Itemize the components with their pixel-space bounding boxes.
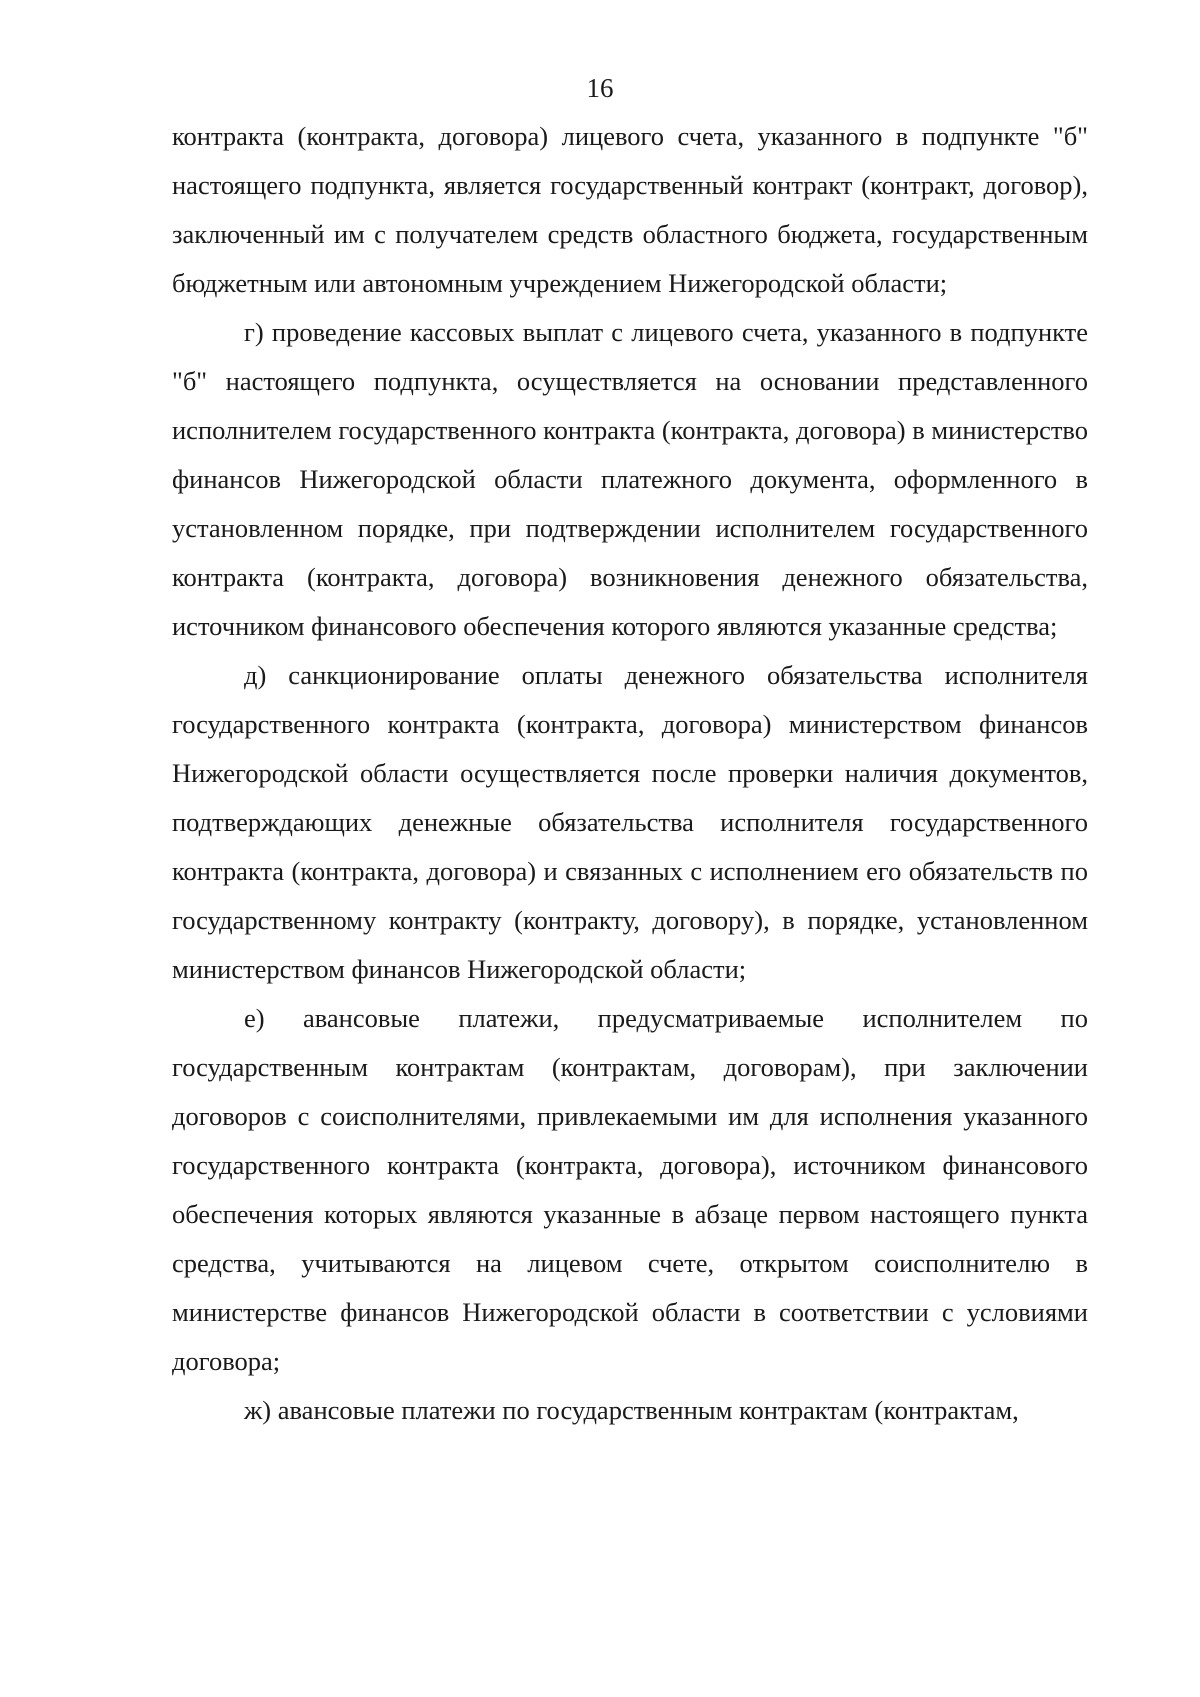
- paragraph-item-e: е) авансовые платежи, предусматриваемые исполнителем по государственным контрактам (контрактам, договорам), при заключении договоров с соисполнителями, привлекаемыми им для исполнения указанного государственного контракта (контракта, договора), источником финансового обеспечения которых являются указанные в абзаце первом настоящего пункта средства, учитываются на лицевом счете, открытом соисполнителю в министерстве финансов Нижегородской области в соответствии с условиями договора;: [172, 1003, 1088, 1376]
- paragraph-continuation: контракта (контракта, договора) лицевого счета, указанного в подпункте "б" настоящего подпункта, является государственный контракт (контракт, договор), заключенный им с получателем средств областного бюджета, государственным бюджетным или автономным учреждением Нижегородской области;: [172, 121, 1088, 298]
- paragraph-item-zh: ж) авансовые платежи по государственным контрактам (контрактам,: [244, 1395, 1019, 1425]
- document-body: [172, 112, 1088, 1435]
- paragraph-item-g: г) проведение кассовых выплат с лицевого счета, указанного в подпункте "б" настоящего подпункта, осуществляется на основании представленного исполнителем государственного контракта (контракта, договора) в министерство финансов Нижегородской области платежного документа, оформленного в установленном порядке, при подтверждении исполнителем государственного контракта (контракта, договора) возникновения денежного обязательства, источником финансового обеспечения которого являются указанные средства;: [172, 317, 1088, 641]
- page-number: 16: [586, 73, 614, 103]
- paragraph-item-d: д) санкционирование оплаты денежного обязательства исполнителя государственного контракта (контракта, договора) министерством финансов Нижегородской области осуществляется после проверки наличия документов, подтверждающих денежные обязательства исполнителя государственного контракта (контракта, договора) и связанных с исполнением его обязательств по государственному контракту (контракту, договору), в порядке, установленном министерством финансов Нижегородской области;: [172, 660, 1088, 984]
